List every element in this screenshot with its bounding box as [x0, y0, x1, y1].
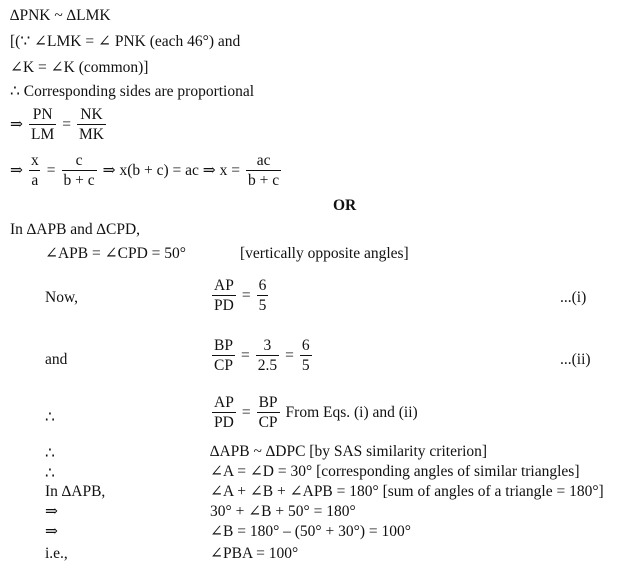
- equals-sign: =: [241, 403, 251, 421]
- fraction-x-a: [29, 153, 41, 188]
- step-label: ⇒: [45, 523, 58, 540]
- numerator: BP: [214, 337, 233, 354]
- implies-symbol: ⇒: [10, 115, 23, 133]
- fraction-c-bc: [62, 153, 97, 188]
- common-angle-line: ∠K = ∠K (common)]: [10, 59, 149, 76]
- equation-i: [210, 278, 270, 313]
- denominator: b + c: [63, 171, 95, 189]
- fraction-6-5: [300, 338, 312, 373]
- numerator: NK: [80, 106, 103, 123]
- step-text: ∆APB ~ ∆DPC [by SAS similarity criterion]: [210, 443, 488, 460]
- equation-tag-i: ...(i): [560, 289, 587, 306]
- numerator: AP: [214, 394, 234, 411]
- fraction-pn-lm: [29, 107, 56, 142]
- step-text: ∠B = 180° – (50° + 30°) = 100°: [210, 523, 411, 540]
- equation-iii: [210, 395, 418, 430]
- denominator: MK: [79, 125, 104, 143]
- denominator: 5: [301, 356, 310, 374]
- step-text: ∠PBA = 100°: [210, 545, 299, 562]
- proportional-statement: ∴ Corresponding sides are proportional: [10, 83, 255, 100]
- denominator: CP: [258, 413, 278, 431]
- step-label: ∴: [45, 445, 55, 462]
- fraction-ac-bc: [246, 153, 281, 188]
- equation-middle: ⇒ x(b + c) = ac ⇒ x =: [102, 161, 241, 179]
- denominator: 5: [258, 296, 267, 314]
- step-text: 30° + ∠B + 50° = 180°: [210, 503, 356, 520]
- fraction-ap-pd: [212, 278, 236, 313]
- vertical-angle-reason: [vertically opposite angles]: [240, 245, 409, 262]
- similarity-statement: ∆PNK ~ ∆LMK: [10, 7, 111, 24]
- or-separator: OR: [333, 197, 357, 214]
- equals-sign: =: [285, 346, 294, 364]
- numerator: 6: [301, 337, 310, 354]
- triangles-intro: In ∆APB and ∆CPD,: [10, 221, 141, 238]
- equals-sign: =: [241, 286, 251, 304]
- fraction-ap-pd: [212, 395, 236, 430]
- equation-ii: [210, 338, 314, 373]
- step-label: ∴: [45, 465, 55, 482]
- step-label: i.e.,: [45, 545, 68, 562]
- equals-sign: =: [62, 115, 71, 133]
- ratio-equation: [10, 107, 108, 142]
- numerator: c: [75, 152, 83, 169]
- numerator: AP: [214, 277, 234, 294]
- fraction-bp-cp: [212, 338, 235, 373]
- equals-sign: =: [240, 346, 250, 364]
- denominator: b + c: [248, 171, 280, 189]
- denominator: a: [31, 171, 39, 189]
- fraction-nk-mk: [77, 107, 106, 142]
- denominator: LM: [31, 125, 55, 143]
- numerator: x: [31, 152, 39, 169]
- fraction-bp-cp: [257, 395, 280, 430]
- vertical-angle-equation: ∠APB = ∠CPD = 50°: [45, 245, 186, 262]
- therefore-symbol: ∴: [45, 409, 55, 426]
- equation-tag-ii: ...(ii): [560, 351, 591, 368]
- and-label: and: [45, 351, 68, 368]
- implies-symbol: ⇒: [10, 161, 23, 179]
- denominator: CP: [214, 356, 233, 374]
- step-text: ∠A = ∠D = 30° [corresponding angles of similar triangles]: [210, 463, 580, 480]
- solve-x-equation: [10, 153, 283, 188]
- step-label: ⇒: [45, 503, 58, 520]
- denominator: PD: [214, 413, 234, 431]
- reference-text: From Eqs. (i) and (ii): [285, 403, 418, 421]
- now-label: Now,: [45, 289, 79, 306]
- step-text: ∠A + ∠B + ∠APB = 180° [sum of angles of a triangle = 180°]: [210, 483, 604, 500]
- numerator: 6: [258, 277, 267, 294]
- fraction-6-5: [257, 278, 269, 313]
- step-label: In ∆APB,: [45, 483, 106, 500]
- angle-reason-line: [(∵ ∠LMK = ∠ PNK (each 46°) and: [10, 33, 241, 50]
- fraction-3-2.5: [256, 338, 279, 373]
- numerator: 3: [263, 337, 272, 354]
- denominator: 2.5: [257, 356, 278, 374]
- equals-sign: =: [46, 161, 56, 179]
- denominator: PD: [214, 296, 234, 314]
- numerator: BP: [258, 394, 278, 411]
- numerator: ac: [256, 152, 271, 169]
- numerator: PN: [32, 106, 53, 123]
